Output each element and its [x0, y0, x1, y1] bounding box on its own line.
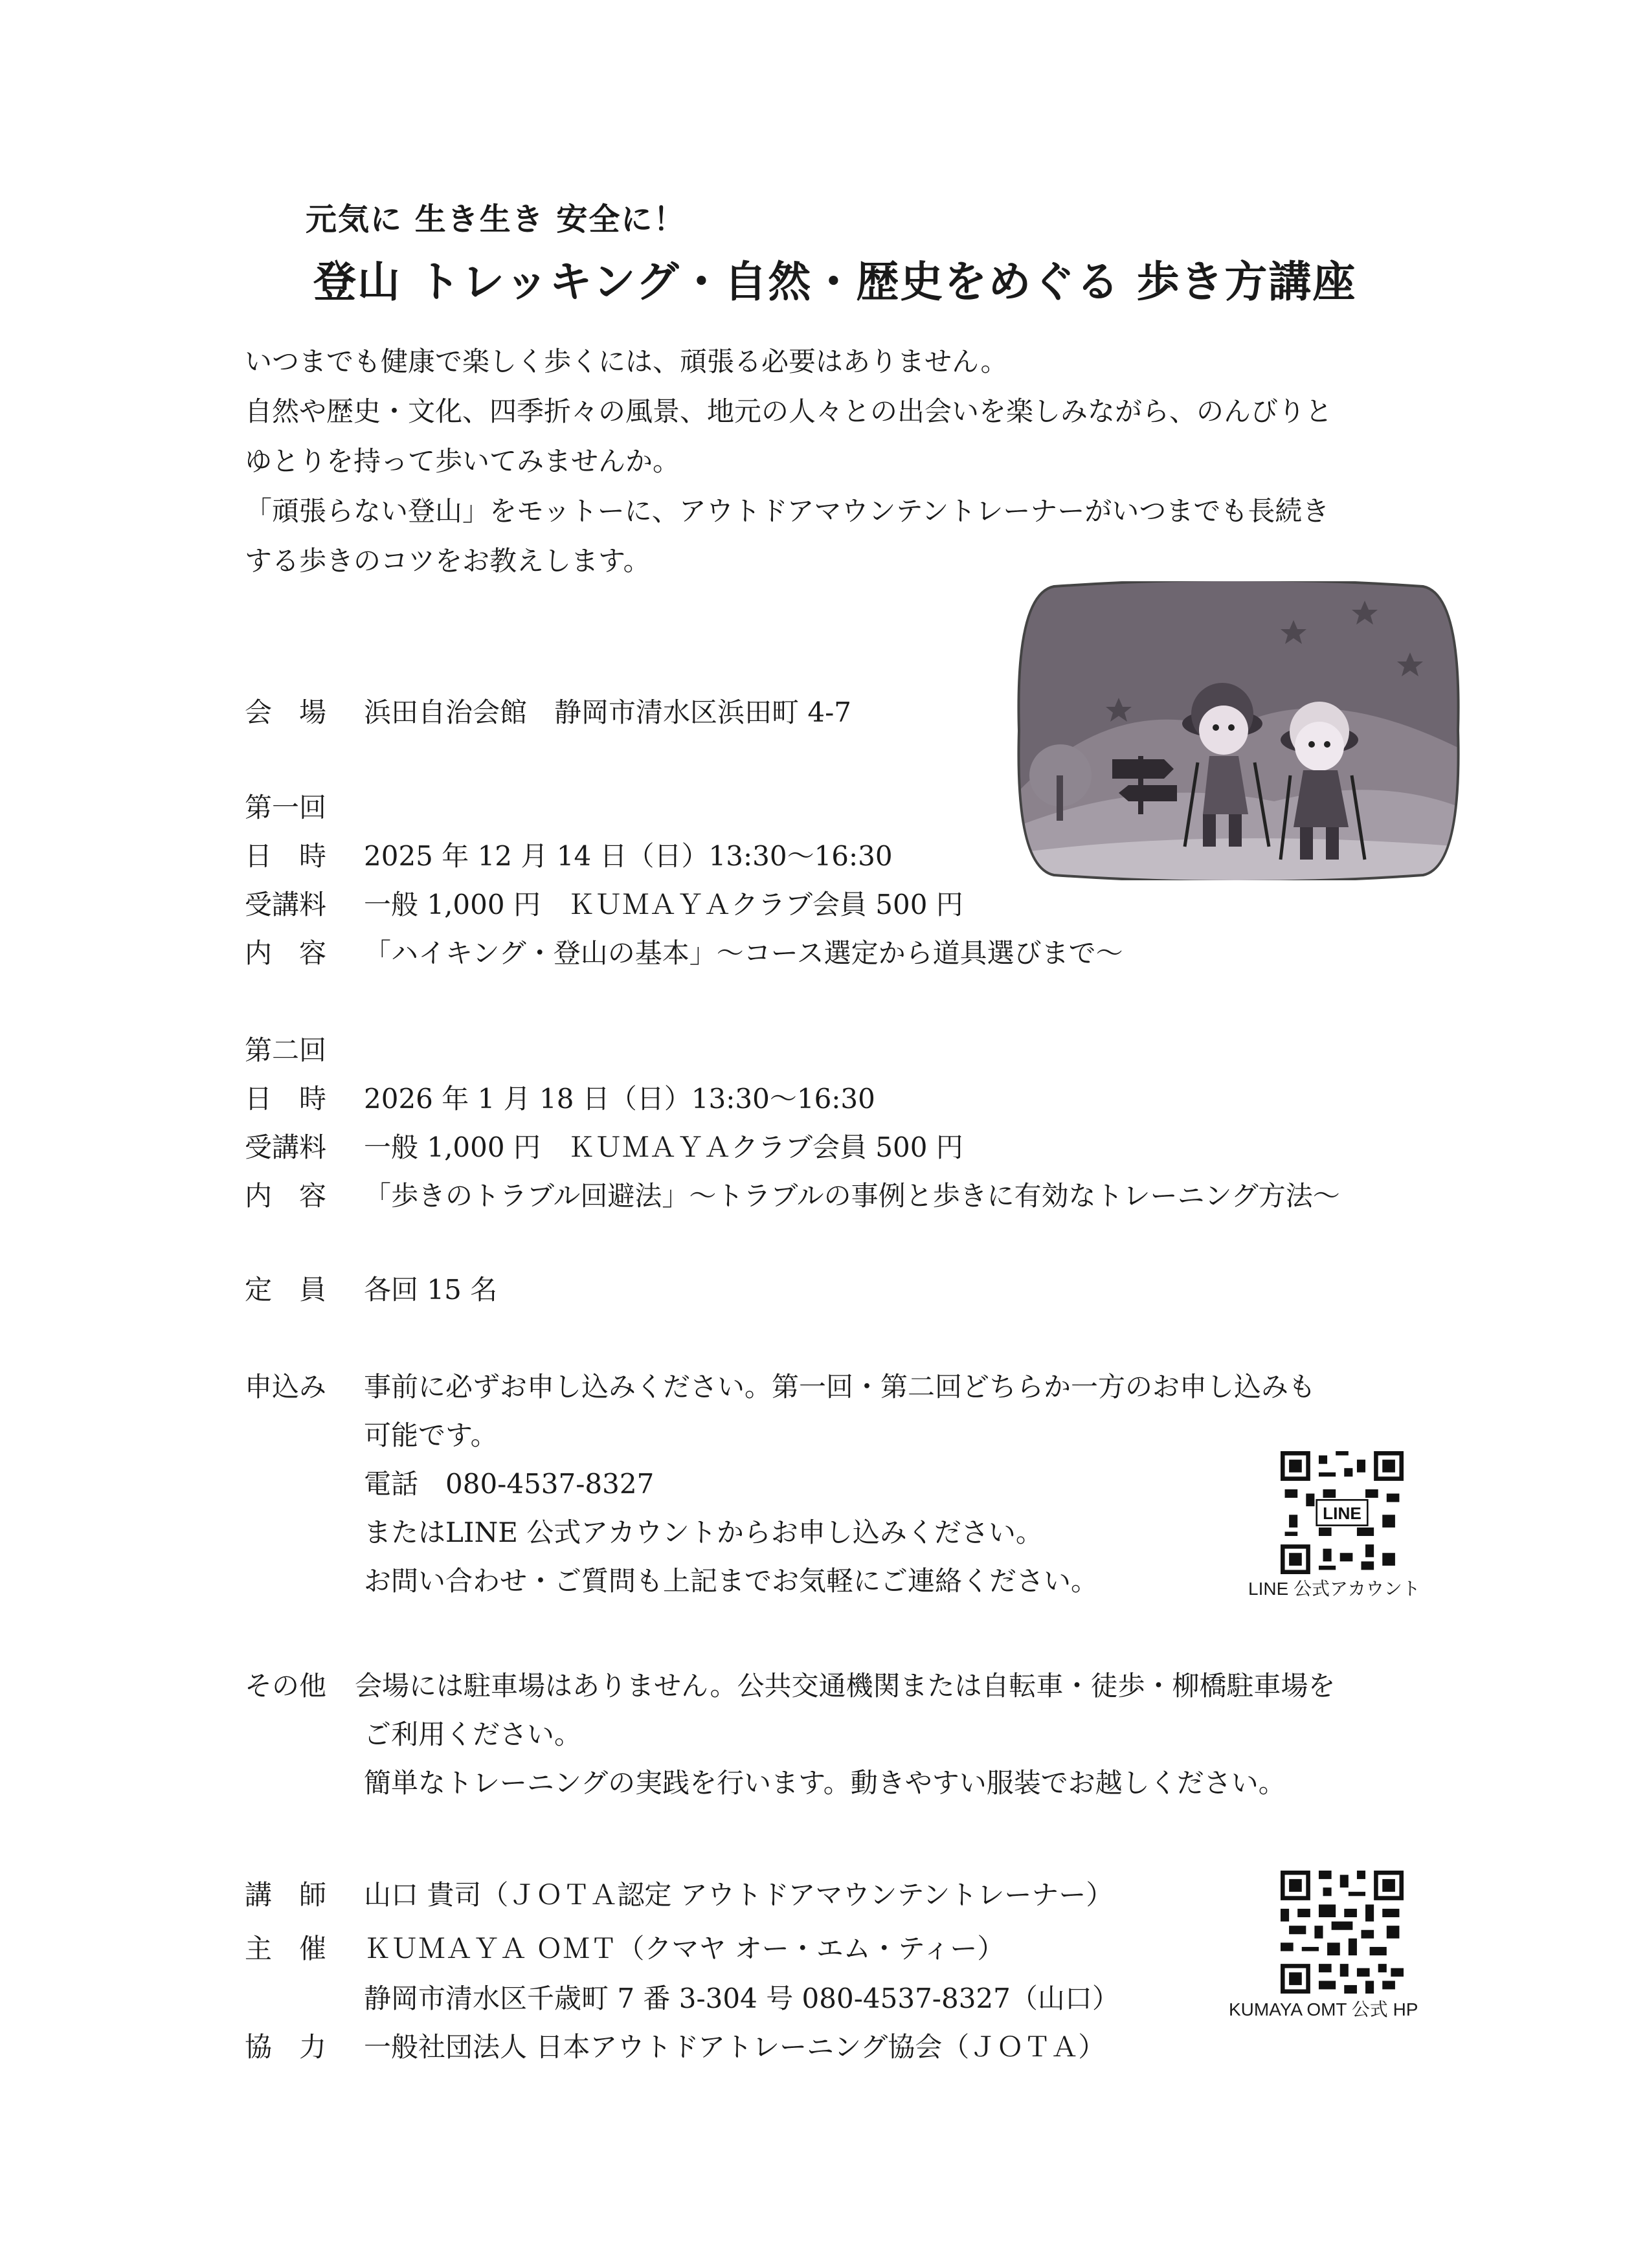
intro-line: 「頑張らない登山」をモットーに、アウトドアマウンテントレーナーがいつまでも長続き: [245, 495, 1330, 527]
instructor-label: 講 師: [245, 1879, 327, 1911]
other-line: 簡単なトレーニングの実践を行います。動きやすい服装でお越しください。: [364, 1767, 1286, 1799]
session1-fee-label: 受講料: [245, 889, 327, 920]
session1-date: 2025 年 12 月 14 日（日）13:30～16:30: [364, 840, 893, 872]
intro-line: 自然や歴史・文化、四季折々の風景、地元の人々との出会いを楽しみながら、のんびりと: [245, 395, 1333, 427]
intro-line: いつまでも健康で楽しく歩くには、頑張る必要はありません。: [245, 346, 1008, 377]
intro-line: する歩きのコツをお教えします。: [245, 545, 651, 577]
hikers-illustration: [1015, 581, 1462, 880]
capacity-label: 定 員: [245, 1274, 327, 1306]
session1-fee: 一般 1,000 円 ＫＵＭＡＹＡクラブ会員 500 円: [364, 889, 963, 920]
session2-fee: 一般 1,000 円 ＫＵＭＡＹＡクラブ会員 500 円: [364, 1131, 963, 1163]
session1-content: 「ハイキング・登山の基本」～コース選定から道具選びまで～: [364, 937, 1123, 969]
instructor-value: 山口 貴司（ＪＯＴＡ認定 アウトドアマウンテントレーナー）: [364, 1879, 1114, 1911]
other-line: 会場には駐車場はありません。公共交通機関または自転車・徒歩・柳橋駐車場を: [355, 1670, 1336, 1702]
homepage-qr-code[interactable]: [1281, 1871, 1404, 1994]
session1-heading: 第一回: [245, 792, 327, 823]
capacity-value: 各回 15 名: [364, 1274, 498, 1306]
line-qr-code[interactable]: [1281, 1451, 1404, 1574]
session2-content: 「歩きのトラブル回避法」～トラブルの事例と歩きに有効なトレーニング方法～: [364, 1180, 1340, 1212]
session2-heading: 第二回: [245, 1034, 327, 1066]
other-line: ご利用ください。: [364, 1718, 582, 1750]
other-label: その他: [245, 1670, 327, 1702]
session1-content-label: 内 容: [245, 937, 327, 969]
session2-content-label: 内 容: [245, 1180, 327, 1212]
tagline: 元気に 生き生き 安全に！: [306, 201, 686, 238]
organizer-address: 静岡市清水区千歳町 7 番 3-304 号 080-4537-8327（山口）: [364, 1983, 1119, 2014]
cooperation-value: 一般社団法人 日本アウトドアトレーニング協会（ＪＯＴＡ）: [364, 2031, 1106, 2063]
application-phone: 電話 080-4537-8327: [364, 1468, 655, 1500]
application-line: 事前に必ずお申し込みください。第一回・第二回どちらか一方のお申し込みも: [364, 1371, 1316, 1403]
organizer-label: 主 催: [245, 1933, 327, 1964]
application-label: 申込み: [245, 1371, 327, 1403]
session1-date-label: 日 時: [245, 840, 327, 872]
intro-paragraph: [245, 337, 1332, 586]
session2-fee-label: 受講料: [245, 1131, 327, 1163]
application-line: 可能です。: [364, 1419, 498, 1451]
qr-center-text: LINE: [1323, 1503, 1361, 1523]
session2-date-label: 日 時: [245, 1083, 327, 1115]
homepage-qr-caption: KUMAYA OMT 公式 HP: [1229, 1999, 1418, 2019]
application-line: お問い合わせ・ご質問も上記までお気軽にご連絡ください。: [364, 1565, 1099, 1597]
venue-value: 浜田自治会館 静岡市清水区浜田町 4-7: [364, 696, 851, 728]
page-title: 登山 トレッキング・自然・歴史をめぐる 歩き方講座: [313, 257, 1357, 307]
organizer-value: ＫＵＭＡＹＡ ＯＭＴ（クマヤ オー・エム・ティー）: [364, 1933, 1005, 1964]
intro-line: ゆとりを持って歩いてみませんか。: [245, 445, 680, 477]
application-line: またはLINE 公式アカウントからお申し込みください。: [364, 1517, 1043, 1548]
cooperation-label: 協 力: [245, 2031, 327, 2063]
venue-label: 会 場: [245, 696, 327, 728]
line-qr-caption: LINE 公式アカウント: [1248, 1579, 1420, 1599]
session2-date: 2026 年 1 月 18 日（日）13:30～16:30: [364, 1083, 875, 1115]
